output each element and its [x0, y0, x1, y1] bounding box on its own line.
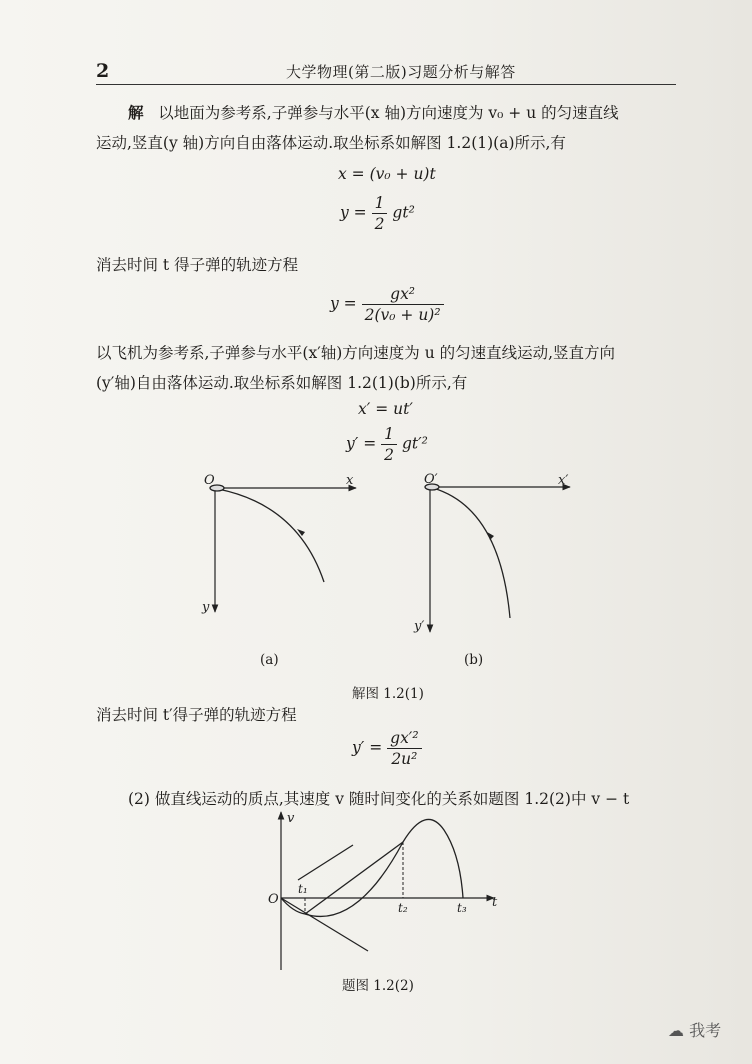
equation-y-lhs: y = — [340, 203, 367, 222]
equation-y-rhs: gt² — [392, 203, 415, 222]
equation-x: x = (v₀ + u)t — [338, 165, 436, 183]
fraction-numerator: gx′² — [387, 728, 421, 749]
fraction-numerator: 1 — [372, 193, 388, 214]
equation-y-prime-rhs: gt′² — [401, 434, 428, 453]
watermark — [668, 1018, 721, 1041]
chord-line — [305, 842, 403, 914]
watermark-text: 我考 — [689, 1021, 722, 1040]
paragraph-1-line-2: 运动,竖直(y 轴)方向自由落体运动.取坐标系如解图 1.2(1)(a)所示,有 — [96, 134, 566, 152]
fraction-denominator: 2u² — [391, 750, 418, 768]
fraction-denominator: 2 — [384, 446, 395, 464]
t2-label: t₂ — [398, 901, 408, 915]
paragraph-4: 消去时间 t′得子弹的轨迹方程 — [96, 706, 297, 724]
book-title: 大学物理(第二版)习题分析与解答 — [286, 63, 516, 81]
solution-label: 解 — [128, 103, 144, 122]
fraction-numerator: gx² — [362, 284, 444, 305]
origin-label: O — [268, 892, 279, 907]
tangent-line-upper — [298, 845, 353, 880]
origin-label: O — [204, 473, 215, 488]
figure-2-caption: 题图 1.2(2) — [342, 978, 414, 994]
sub-caption-b: (b) — [464, 652, 484, 668]
trajectory-equation-lhs: y = — [330, 294, 357, 313]
equation-x-prime: x′ = ut′ — [358, 400, 413, 418]
paragraph-3-line-2: (y′轴)自由落体运动.取坐标系如解图 1.2(1)(b)所示,有 — [96, 374, 468, 392]
paragraph-2: 消去时间 t 得子弹的轨迹方程 — [96, 256, 299, 274]
t1-label: t₁ — [298, 882, 308, 896]
page-number: 2 — [96, 60, 110, 82]
x-axis-label: x — [346, 473, 354, 488]
tangent-line-lower — [281, 898, 368, 951]
t-axis-label: t — [492, 895, 498, 910]
fraction-denominator: 2(v₀ + u)² — [364, 306, 441, 324]
figure-1-caption: 解图 1.2(1) — [352, 686, 424, 702]
wechat-icon: ☁ — [668, 1021, 684, 1040]
paragraph-5: (2) 做直线运动的质点,其速度 v 随时间变化的关系如题图 1.2(2)中 v − t — [128, 790, 630, 808]
trajectory-equation-lhs: y′ = — [352, 738, 383, 757]
equation-y-prime-lhs: y′ = — [346, 434, 377, 453]
y-axis-label: y — [202, 600, 210, 615]
paragraph-1-text: 以地面为参考系,子弹参与水平(x 轴)方向速度为 v₀ + u 的匀速直线 — [158, 104, 619, 122]
sub-caption-a: (a) — [260, 652, 279, 668]
y-prime-axis-label: y′ — [414, 619, 425, 634]
v-t-curve — [305, 819, 463, 916]
v-axis-label: v — [287, 811, 295, 826]
paragraph-3-line-1: 以飞机为参考系,子弹参与水平(x′轴)方向速度为 u 的匀速直线运动,竖直方向 — [96, 344, 616, 362]
fraction-denominator: 2 — [374, 215, 385, 233]
origin-label: O′ — [424, 472, 438, 487]
t3-label: t₃ — [457, 901, 467, 915]
x-prime-axis-label: x′ — [558, 473, 569, 488]
fraction-numerator: 1 — [381, 424, 397, 445]
